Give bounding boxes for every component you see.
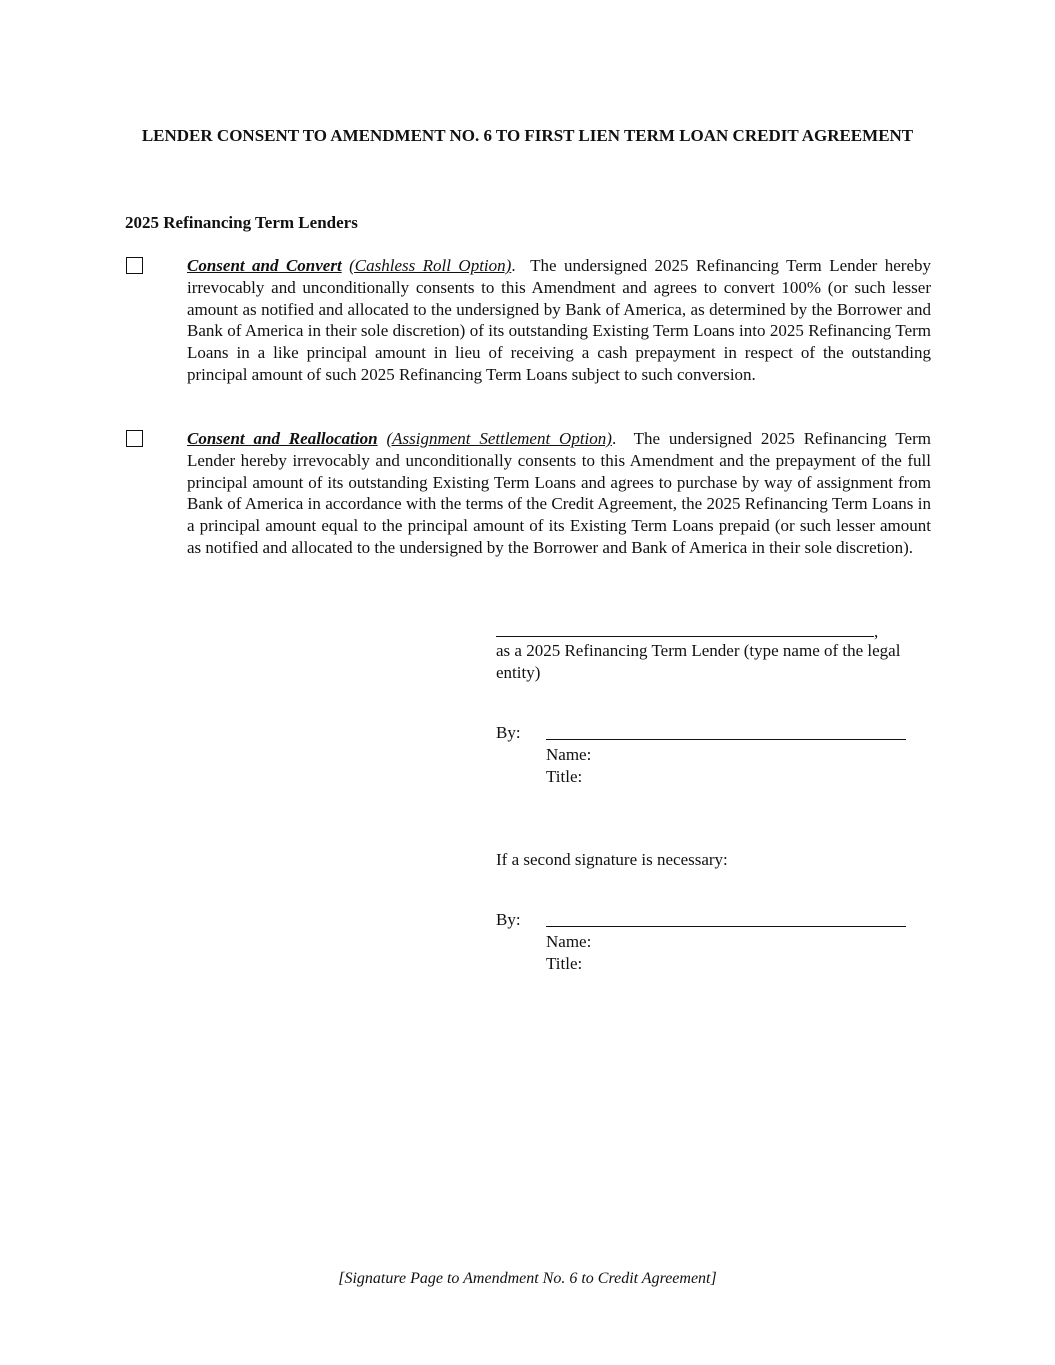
entity-line-comma: , <box>874 622 879 641</box>
consent-convert-option: Consent and Convert (Cashless Roll Option). The undersigned 2025 Refinancing Term Lender hereby irrevocably and unconditionally consents to this Amendment and agrees to convert 100% (or such lesser amount as notified and allocated to the undersigned by Bank of America, as determined by the Borrower and Bank of America in their sole discretion) of its outstanding Existing Term Loans into 2025 Refinancing Term Loans in a like principal amount in lieu of receiving a cash prepayment in respect of the outstanding principal amount of such 2025 Refinancing Term Loans subject to such conversion. <box>187 256 932 384</box>
page-footer: [Signature Page to Amendment No. 6 to Credit Agreement] <box>338 1270 717 1287</box>
consent-reallocation-checkbox[interactable] <box>126 430 143 447</box>
title-label: Title: <box>546 767 583 786</box>
signature-line[interactable] <box>546 739 906 740</box>
second-signature-line[interactable] <box>546 926 906 927</box>
document-title: LENDER CONSENT TO AMENDMENT NO. 6 TO FIRST LIEN TERM LOAN CREDIT AGREEMENT <box>141 126 914 145</box>
by-label-second: By: <box>496 910 521 929</box>
option-title: Consent and Convert <box>187 256 342 275</box>
entity-caption: as a 2025 Refinancing Term Lender (type name of the legal entity) <box>496 641 901 682</box>
option-body: The undersigned 2025 Refinancing Term Lender hereby irrevocably and unconditionally consents to this Amendment and the prepayment of the full principal amount of its outstanding Existing Term Loans and agrees to purchase by way of assignment from Bank of America in accordance with the terms of the Credit Agreement, the 2025 Refinancing Term Loans in a principal amount equal to the principal amount of its Existing Term Loans prepaid (or such lesser amount as notified and allocated to the undersigned by the Borrower and Bank of America in their sole discretion). <box>187 429 931 557</box>
option-title: Consent and Reallocation <box>187 429 378 448</box>
second-signature-note: If a second signature is necessary: <box>496 850 728 869</box>
title-label-second: Title: <box>546 954 583 973</box>
option-subtitle: (Cashless Roll Option) <box>349 256 512 275</box>
by-label: By: <box>496 723 521 742</box>
name-label: Name: <box>546 745 592 764</box>
option-body: The undersigned 2025 Refinancing Term Lender hereby irrevocably and unconditionally consents to this Amendment and agrees to convert 100% (or such lesser amount as notified and allocated to the undersigned by Bank of America, as determined by the Borrower and Bank of America in their sole discretion) of its outstanding Existing Term Loans into 2025 Refinancing Term Loans in a like principal amount in lieu of receiving a cash prepayment in respect of the outstanding principal amount of such 2025 Refinancing Term Loans subject to such conversion. <box>187 256 932 384</box>
consent-convert-checkbox[interactable] <box>126 257 143 274</box>
consent-reallocation-option: Consent and Reallocation (Assignment Settlement Option). The undersigned 2025 Refinancing Term Lender hereby irrevocably and unconditionally consents to this Amendment and the prepayment of the full principal amount of its outstanding Existing Term Loans and agrees to purchase by way of assignment from Bank of America in accordance with the terms of the Credit Agreement, the 2025 Refinancing Term Loans in a principal amount equal to the principal amount of its Existing Term Loans prepaid (or such lesser amount as notified and allocated to the undersigned by the Borrower and Bank of America in their sole discretion). <box>187 429 931 557</box>
name-label-second: Name: <box>546 932 592 951</box>
section-heading: 2025 Refinancing Term Lenders <box>125 213 358 232</box>
entity-name-blank[interactable] <box>496 620 874 637</box>
option-subtitle: (Assignment Settlement Option) <box>386 429 612 448</box>
